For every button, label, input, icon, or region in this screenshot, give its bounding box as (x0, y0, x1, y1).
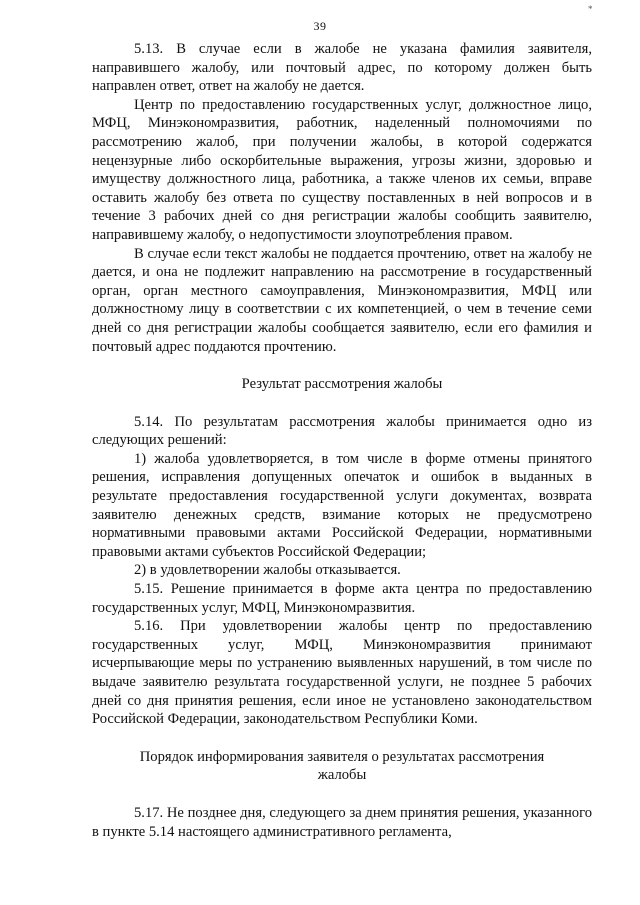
page-number: 39 (313, 19, 327, 33)
paragraph-obscene-complaint: Центр по предоставлению государственных услуг, должностное лицо, МФЦ, Минэкономразвития, работник, наделенный полномочиями по рассмотрению жалоб, при получении жалобы, в которой содержатся нецензурные либо оскорбительные выражения, угрозы жизни, здоровью и имуществу должностного лица, работника, а также членов их семьи, вправе оставить жалобу без ответа по существу поставленных в ней вопросов и в течение 3 рабочих дней со дня регистрации жалобы сообщить заявителю, направившему жалобу, о недопустимости злоупотребления правом. (92, 96, 592, 243)
paragraph-5-14-option-2: 2) в удовлетворении жалобы отказывается. (134, 562, 401, 579)
paragraph-5-14-intro: 5.14. По результатам рассмотрения жалобы принимается одно из следующих решений: (92, 413, 592, 449)
section-heading-result: Результат рассмотрения жалобы (241, 376, 443, 393)
paragraph-5-13: 5.13. В случае если в жалобе не указана фамилия заявителя, направившего жалобу, или почтовый адрес, по которому должен быть направлен ответ, ответ на жалобу не дается. (92, 41, 592, 95)
paragraph-5-17: 5.17. Не позднее дня, следующего за днем принятия решения, указанного в пункте 5.14 настоящего административного регламента, (92, 804, 592, 840)
paragraph-5-16: 5.16. При удовлетворении жалобы центр по предоставлению государственных услуг, МФЦ, Минэкономразвития принимают исчерпывающие меры по устранению выявленных нарушений, в том числе по выдаче заявителю результата государственной услуги, не позднее 5 рабочих дней со дня принятия решения, если иное не установлено законодательством Российской Федерации, законодательством Республики Коми. (92, 618, 592, 728)
paragraph-5-14-option-1: 1) жалоба удовлетворяется, в том числе в форме отмены принятого решения, исправления допущенных опечаток и ошибок в выданных в результате предоставления государственной услуги документах, возврата заявителю денежных средств, взимание которых не предусмотрено нормативными правовыми актами Российской Федерации, нормативными правовыми актами субъектов Российской Федерации; (92, 450, 592, 560)
paragraph-unreadable-complaint: В случае если текст жалобы не поддается прочтению, ответ на жалобу не дается, и она не подлежит направлению на рассмотрение в государственный орган, орган местного самоуправления, Минэкономразвития, МФЦ или должностному лицу в соответствии с их компетенцией, о чем в течение семи дней со дня регистрации жалобы сообщается заявителю, если его фамилия и почтовый адрес поддаются прочтению. (92, 245, 592, 355)
corner-mark: * (588, 4, 593, 14)
paragraph-5-15: 5.15. Решение принимается в форме акта центра по предоставлению государственных услуг, МФЦ, Минэкономразвития. (92, 581, 592, 616)
section-heading-informing: Порядок информирования заявителя о результатах рассмотрения жалобы (139, 748, 545, 784)
document-body (92, 40, 592, 841)
